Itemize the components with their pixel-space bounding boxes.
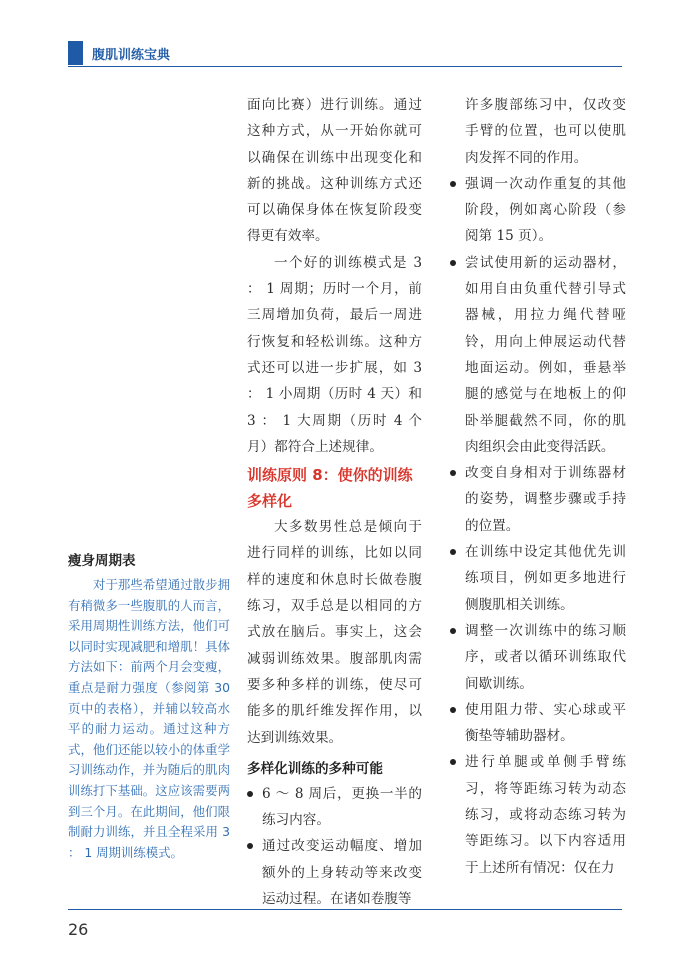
bullet-dot-icon xyxy=(450,759,456,765)
middle-bullet-list xyxy=(247,781,422,912)
middle-column xyxy=(247,92,422,912)
list-item: 在训练中设定其他优先训练项目，例如更多地进行侧腹肌相关训练。 xyxy=(450,539,626,618)
list-item: 尝试使用新的运动器材，如用自由负重代替引导式器械，用拉力绳代替哑铃，用向上伸展运动代替地面运动。例如，垂悬举腿的感觉与在地板上的仰卧举腿截然不同，你的肌肉组织会由此变得活跃。 xyxy=(450,250,626,460)
bullet-dot-icon xyxy=(450,549,456,555)
sidebar-title: 瘦身周期表 xyxy=(68,553,136,569)
bullet-dot-icon xyxy=(450,181,456,187)
right-column xyxy=(450,92,626,881)
list-item: 进行单腿或单侧手臂练习，将等距练习转为动态练习，或将动态练习转为等距练习。以下内容适用于上述所有情况：仅在力 xyxy=(450,749,626,880)
running-header-title: 腹肌训练宝典 xyxy=(92,48,171,63)
list-item: 改变自身相对于训练器材的姿势，调整步骤或手持的位置。 xyxy=(450,460,626,539)
right-bullet-list xyxy=(450,171,626,881)
sidebar-box xyxy=(68,551,230,863)
bullet-dot-icon xyxy=(450,260,456,266)
header-rule xyxy=(68,66,622,67)
bullet-dot-icon xyxy=(247,843,253,849)
list-item: 调整一次训练中的练习顺序，或者以循环训练取代间歇训练。 xyxy=(450,618,626,697)
list-item: 通过改变运动幅度、增加额外的上身转动等来改变运动过程。在诸如卷腹等 xyxy=(247,833,422,912)
list-item: 6 ～ 8 周后，更换一半的练习内容。 xyxy=(247,781,422,834)
right-continuation-text: 许多腹部练习中，仅改变手臂的位置，也可以使肌肉发挥不同的作用。 xyxy=(465,97,626,166)
bullet-dot-icon xyxy=(450,628,456,634)
page-number: 26 xyxy=(68,920,89,939)
bullet-dot-icon xyxy=(247,791,253,797)
bullet-dot-icon xyxy=(450,707,456,713)
principle-heading: 训练原则 8：使你的训练多样化 xyxy=(247,466,413,511)
list-item: 使用阻力带、实心球或平衡垫等辅助器材。 xyxy=(450,697,626,750)
header-color-block xyxy=(68,41,83,65)
footer-rule xyxy=(68,909,622,910)
middle-paragraph-2: 一个好的训练模式是 3 ： 1 周期；历时一个月，前三周增加负荷，最后一周进行恢复和轻松训练。这种方式还可以进一步扩展，如 3 ： 1 小周期（历时 4 天）和 3 ： 1 大周期（历时 4 个月）都符合上述规律。 xyxy=(247,254,422,455)
middle-paragraph-1: 面向比赛）进行训练。通过这种方式，从一开始你就可以确保在训练中出现变化和新的挑战。这种训练方式还可以确保身体在恢复阶段变得更有效率。 xyxy=(247,97,422,245)
middle-paragraph-3: 大多数男性总是倾向于进行同样的训练，比如以同样的速度和休息时长做卷腹练习，双手总是以相同的方式放在脑后。事实上，这会减弱训练效果。腹部肌肉需要多种多样的训练，使尽可能多的肌纤维发挥作用，以达到训练效果。 xyxy=(247,519,422,746)
list-item: 强调一次动作重复的其他阶段，例如离心阶段（参阅第 15 页）。 xyxy=(450,171,626,250)
variety-subheading: 多样化训练的多种可能 xyxy=(247,760,383,777)
sidebar-body: 对于那些希望通过散步拥有稍微多一些腹肌的人而言，采用周期性训练方法，他们可以同时实现减肥和增肌！具体方法如下：前两个月会变瘦，重点是耐力强度（参阅第 30 页中的表格），并辅以较高水平的耐力运动。通过这种方式，他们还能以较小的体重学习训练动作，并为随后的肌肉训练打下基础。这应该需要两到三个月。在此期间，他们限制耐力训练，并且全程采用 3 ： 1 周期训练模式。 xyxy=(68,577,230,860)
bullet-dot-icon xyxy=(450,470,456,476)
